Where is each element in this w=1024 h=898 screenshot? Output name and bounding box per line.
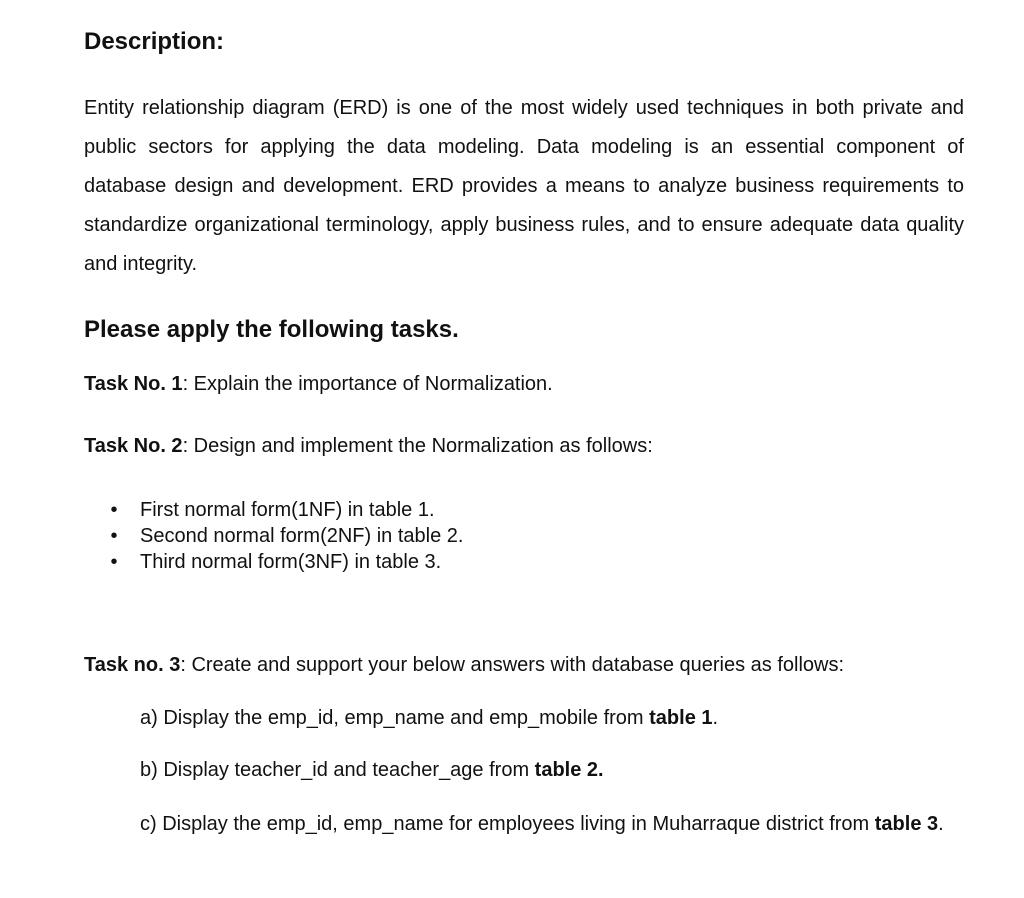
normal-forms-list <box>108 497 463 575</box>
query-a-table: table 1 <box>649 707 713 729</box>
list-item <box>108 523 463 549</box>
task-1-text: : Explain the importance of Normalization. <box>182 373 553 395</box>
task-2-label: Task No. 2 <box>84 435 183 457</box>
query-a <box>140 707 718 730</box>
task-3 <box>84 654 844 677</box>
list-item <box>108 497 463 523</box>
description-heading: Description: <box>84 28 225 55</box>
query-a-text: a) Display the emp_id, emp_name and emp_mobile from <box>140 707 650 729</box>
query-b-table: table 2. <box>534 759 604 781</box>
task-2-text: : Design and implement the Normalization as follows: <box>182 435 653 457</box>
query-c <box>140 811 970 837</box>
query-b-text: b) Display teacher_id and teacher_age from <box>140 759 535 781</box>
query-a-tail: . <box>712 707 719 729</box>
tasks-heading: Please apply the following tasks. <box>84 316 459 343</box>
bullet-icon: • <box>110 551 118 573</box>
list-item-text: Third normal form(3NF) in table 3. <box>140 551 442 573</box>
bullet-icon: • <box>110 525 118 547</box>
bullet-icon: • <box>110 499 118 521</box>
query-c-table: table 3 <box>874 813 939 835</box>
task-3-text: : Create and support your below answers with database queries as follows: <box>180 654 845 676</box>
query-c-text: c) Display the emp_id, emp_name for employees living in Muharraque district from <box>140 813 875 835</box>
list-item-text: First normal form(1NF) in table 1. <box>140 499 435 521</box>
task-2 <box>84 435 653 458</box>
task-1 <box>84 373 553 396</box>
query-c-tail: . <box>938 813 944 835</box>
list-item-text: Second normal form(2NF) in table 2. <box>140 525 464 547</box>
task-3-label: Task no. 3 <box>84 654 181 676</box>
list-item <box>108 549 463 575</box>
query-b <box>140 759 604 782</box>
task-1-label: Task No. 1 <box>84 373 183 395</box>
description-paragraph: Entity relationship diagram (ERD) is one of the most widely used techniques in both private and public sectors for applying the data modeling. Data modeling is an essential component of database design and development. ERD provides a means to analyze business requirements to standardize organizational terminology, apply business rules, and to ensure adequate data quality and integrity. <box>84 97 964 275</box>
